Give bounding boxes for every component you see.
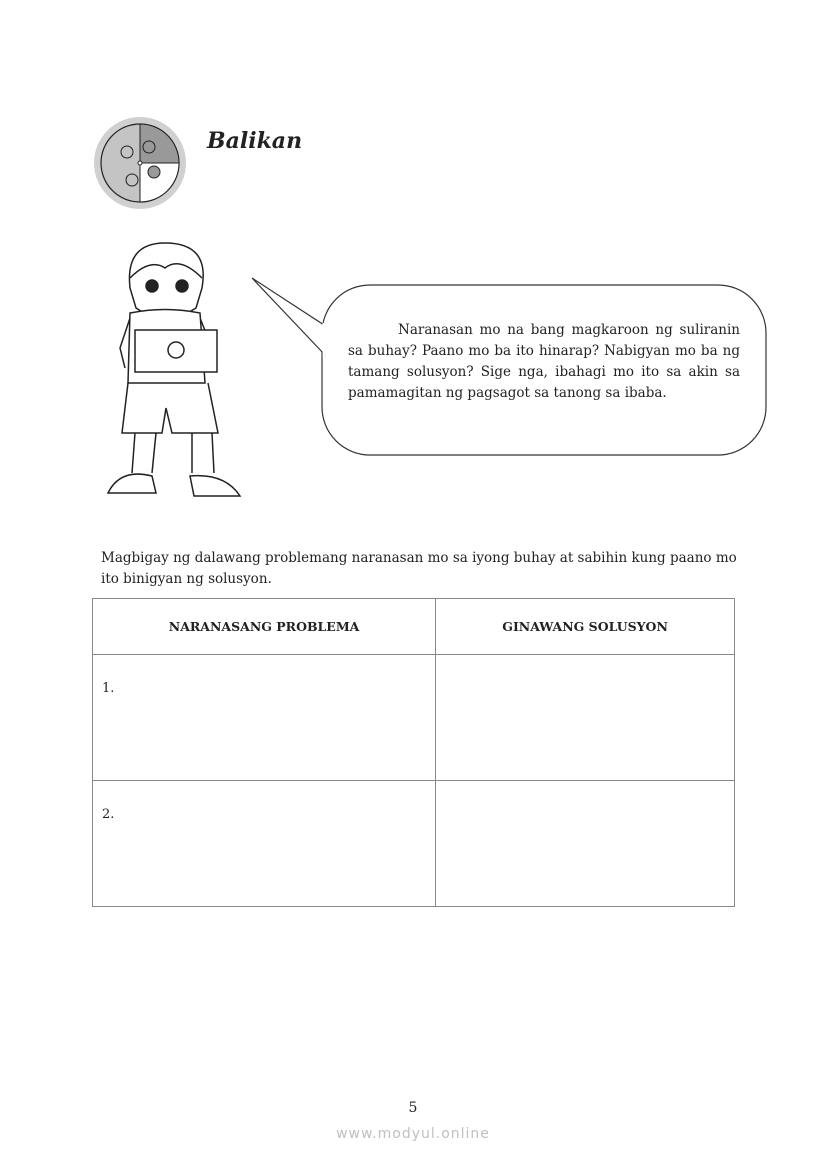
puzzle-icon: [90, 116, 190, 210]
speech-bubble-text: Naranasan mo na bang magkaroon ng suliranin sa buhay? Paano mo ba ito hinarap? Nabigyan mo ba ng tamang solusyon? Sige nga, ibahagi mo ito sa akin sa pamamagitan ng pagsagot sa tanong sa ibaba.: [348, 322, 740, 401]
problem-cell-2[interactable]: 2.: [93, 781, 436, 907]
section-title: Balikan: [207, 128, 303, 154]
boy-illustration: [100, 238, 250, 508]
problem-cell-1[interactable]: 1.: [93, 655, 436, 781]
solution-cell-1[interactable]: [436, 655, 735, 781]
table-row: [93, 655, 735, 781]
table-header-row: [93, 599, 735, 655]
watermark: www.modyul.online: [336, 1126, 490, 1142]
header-solution: GINAWANG SOLUSYON: [436, 599, 735, 655]
instruction-text: Magbigay ng dalawang problemang naranasan mo sa iyong buhay at sabihin kung paano mo ito binigyan ng solusyon.: [101, 550, 737, 587]
table-row: [93, 781, 735, 907]
page-number: 5: [408, 1100, 418, 1116]
header-problem: NARANASANG PROBLEMA: [93, 599, 436, 655]
answer-table: [92, 598, 735, 907]
solution-cell-2[interactable]: [436, 781, 735, 907]
